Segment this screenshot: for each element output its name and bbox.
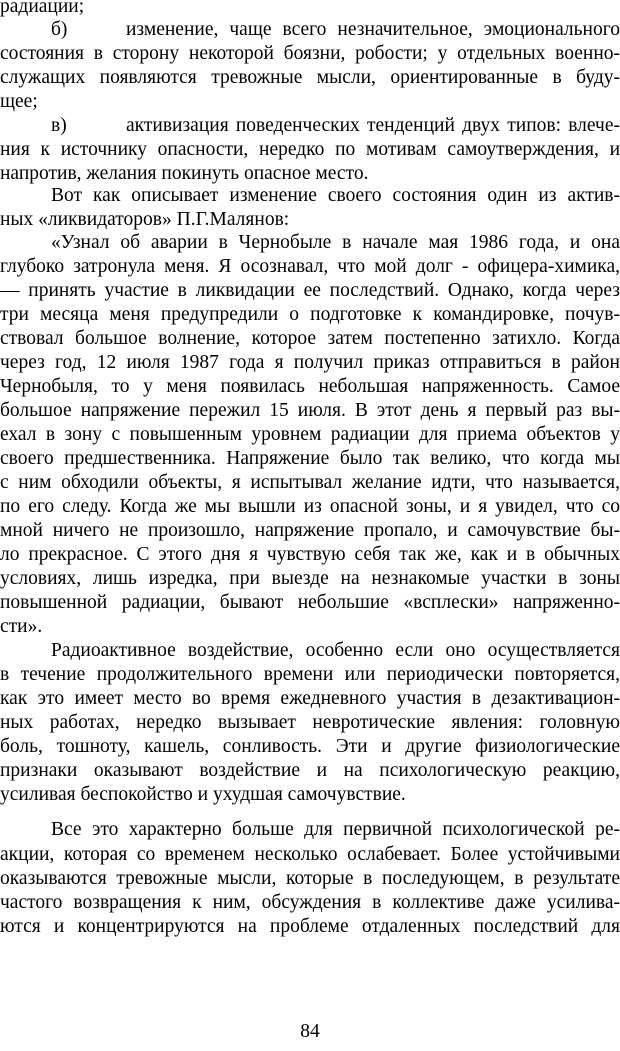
- text-line: активизация поведенческих тенденций двух типов: влече-: [126, 115, 620, 136]
- list-marker: б): [51, 19, 68, 40]
- text-line: ствовал большое волнение, которое затем постепенно затихло. Когда: [0, 328, 620, 349]
- text-line: ния к источнику опасности, нередко по мотивам самоутверждения, и: [0, 139, 620, 160]
- text-line: усиливая беспокойство и ухудшая самочувствие.: [0, 784, 406, 805]
- text-line: оказываются тревожные мысли, которые в последующем, в результате: [0, 868, 620, 889]
- text-line: признаки оказывают воздействие и на психологическую реакцию,: [0, 760, 620, 781]
- text-line: состояния в сторону некоторой боязни, робости; у отдельных военно-: [0, 43, 620, 64]
- paragraph-first-line: Все это характерно больше для первичной психологической ре-: [51, 819, 620, 840]
- text-line: ных работах, нередко вызывает невротические явления: головную: [0, 712, 620, 733]
- text-line: ло прекрасное. С этого дня я чувствую себя так же, как и в обычных: [0, 544, 620, 565]
- list-item-b: [51, 18, 620, 42]
- text-line: три месяца меня предупредили о подготовке к командировке, почув-: [0, 304, 620, 325]
- paragraph-first-line: Вот как описывает изменение своего состояния один из актив-: [51, 185, 620, 206]
- text-line: по его следу. Когда же мы вышли из опасной зоны, и я увидел, что со: [0, 496, 620, 517]
- list-item-v: [51, 114, 620, 138]
- quote-first-line: «Узнал об аварии в Чернобыле в начале мая 1986 года, и она: [51, 232, 620, 253]
- text-line: ются и концентрируются на проблеме отдаленных последствий для: [0, 916, 620, 937]
- text-line: повышенной радиации, бывают небольшие «всплески» напряженно-: [0, 592, 620, 613]
- text-line: сти».: [0, 616, 43, 637]
- text-line: — принять участие в ликвидации ее последствий. Однако, когда через: [0, 280, 620, 301]
- text-line: через год, 12 июля 1987 года я получил приказ отправиться в район: [0, 352, 620, 373]
- text-line: напротив, желания покинуть опасное место.: [0, 163, 369, 184]
- text-line: как это имеет место во время ежедневного участия в дезактивацион-: [0, 688, 620, 709]
- text-line: мной ничего не произошло, напряжение пропало, и самочувствие бы-: [0, 520, 620, 541]
- text-line: большое напряжение пережил 15 июля. В этот день я первый раз вы-: [0, 400, 620, 421]
- page-number: 84: [300, 1021, 320, 1042]
- text-line: глубоко затронула меня. Я осознавал, что мой долг - офицера-химика,: [0, 256, 620, 277]
- text-line: изменение, чаще всего незначительное, эмоционального: [126, 19, 620, 40]
- text-line: служащих появляются тревожные мысли, ориентированные в буду-: [0, 67, 620, 88]
- text-line: с ним обходили объекты, я испытывал желание идти, что называется,: [0, 472, 620, 493]
- text-line: в течение продолжительного времени или периодически повторяется,: [0, 664, 620, 685]
- text-line: акции, которая со временем несколько ослабевает. Более устойчивыми: [0, 844, 620, 865]
- text-line: щее;: [0, 91, 38, 112]
- text-line: ных «ликвидаторов» П.Г.Малянов:: [0, 209, 290, 230]
- text-line: ехал в зону с повышенным уровнем радиации для приема объектов у: [0, 424, 620, 445]
- text-line: радиации;: [0, 0, 85, 17]
- text-line: условиях, лишь изредка, при выезде на незнакомые участки в зоны: [0, 568, 620, 589]
- text-line: частого возвращения к ним, обсуждения в коллективе даже усилива-: [0, 892, 620, 913]
- text-line: своего предшественника. Напряжение было так велико, что когда мы: [0, 448, 620, 469]
- text-line: боль, тошноту, кашель, сонливость. Эти и другие физиологические: [0, 736, 620, 757]
- list-marker: в): [51, 115, 67, 136]
- paragraph-first-line: Радиоактивное воздействие, особенно если оно осуществляется: [51, 640, 620, 661]
- text-line: Чернобыля, то у меня появилась небольшая напряженность. Самое: [0, 376, 620, 397]
